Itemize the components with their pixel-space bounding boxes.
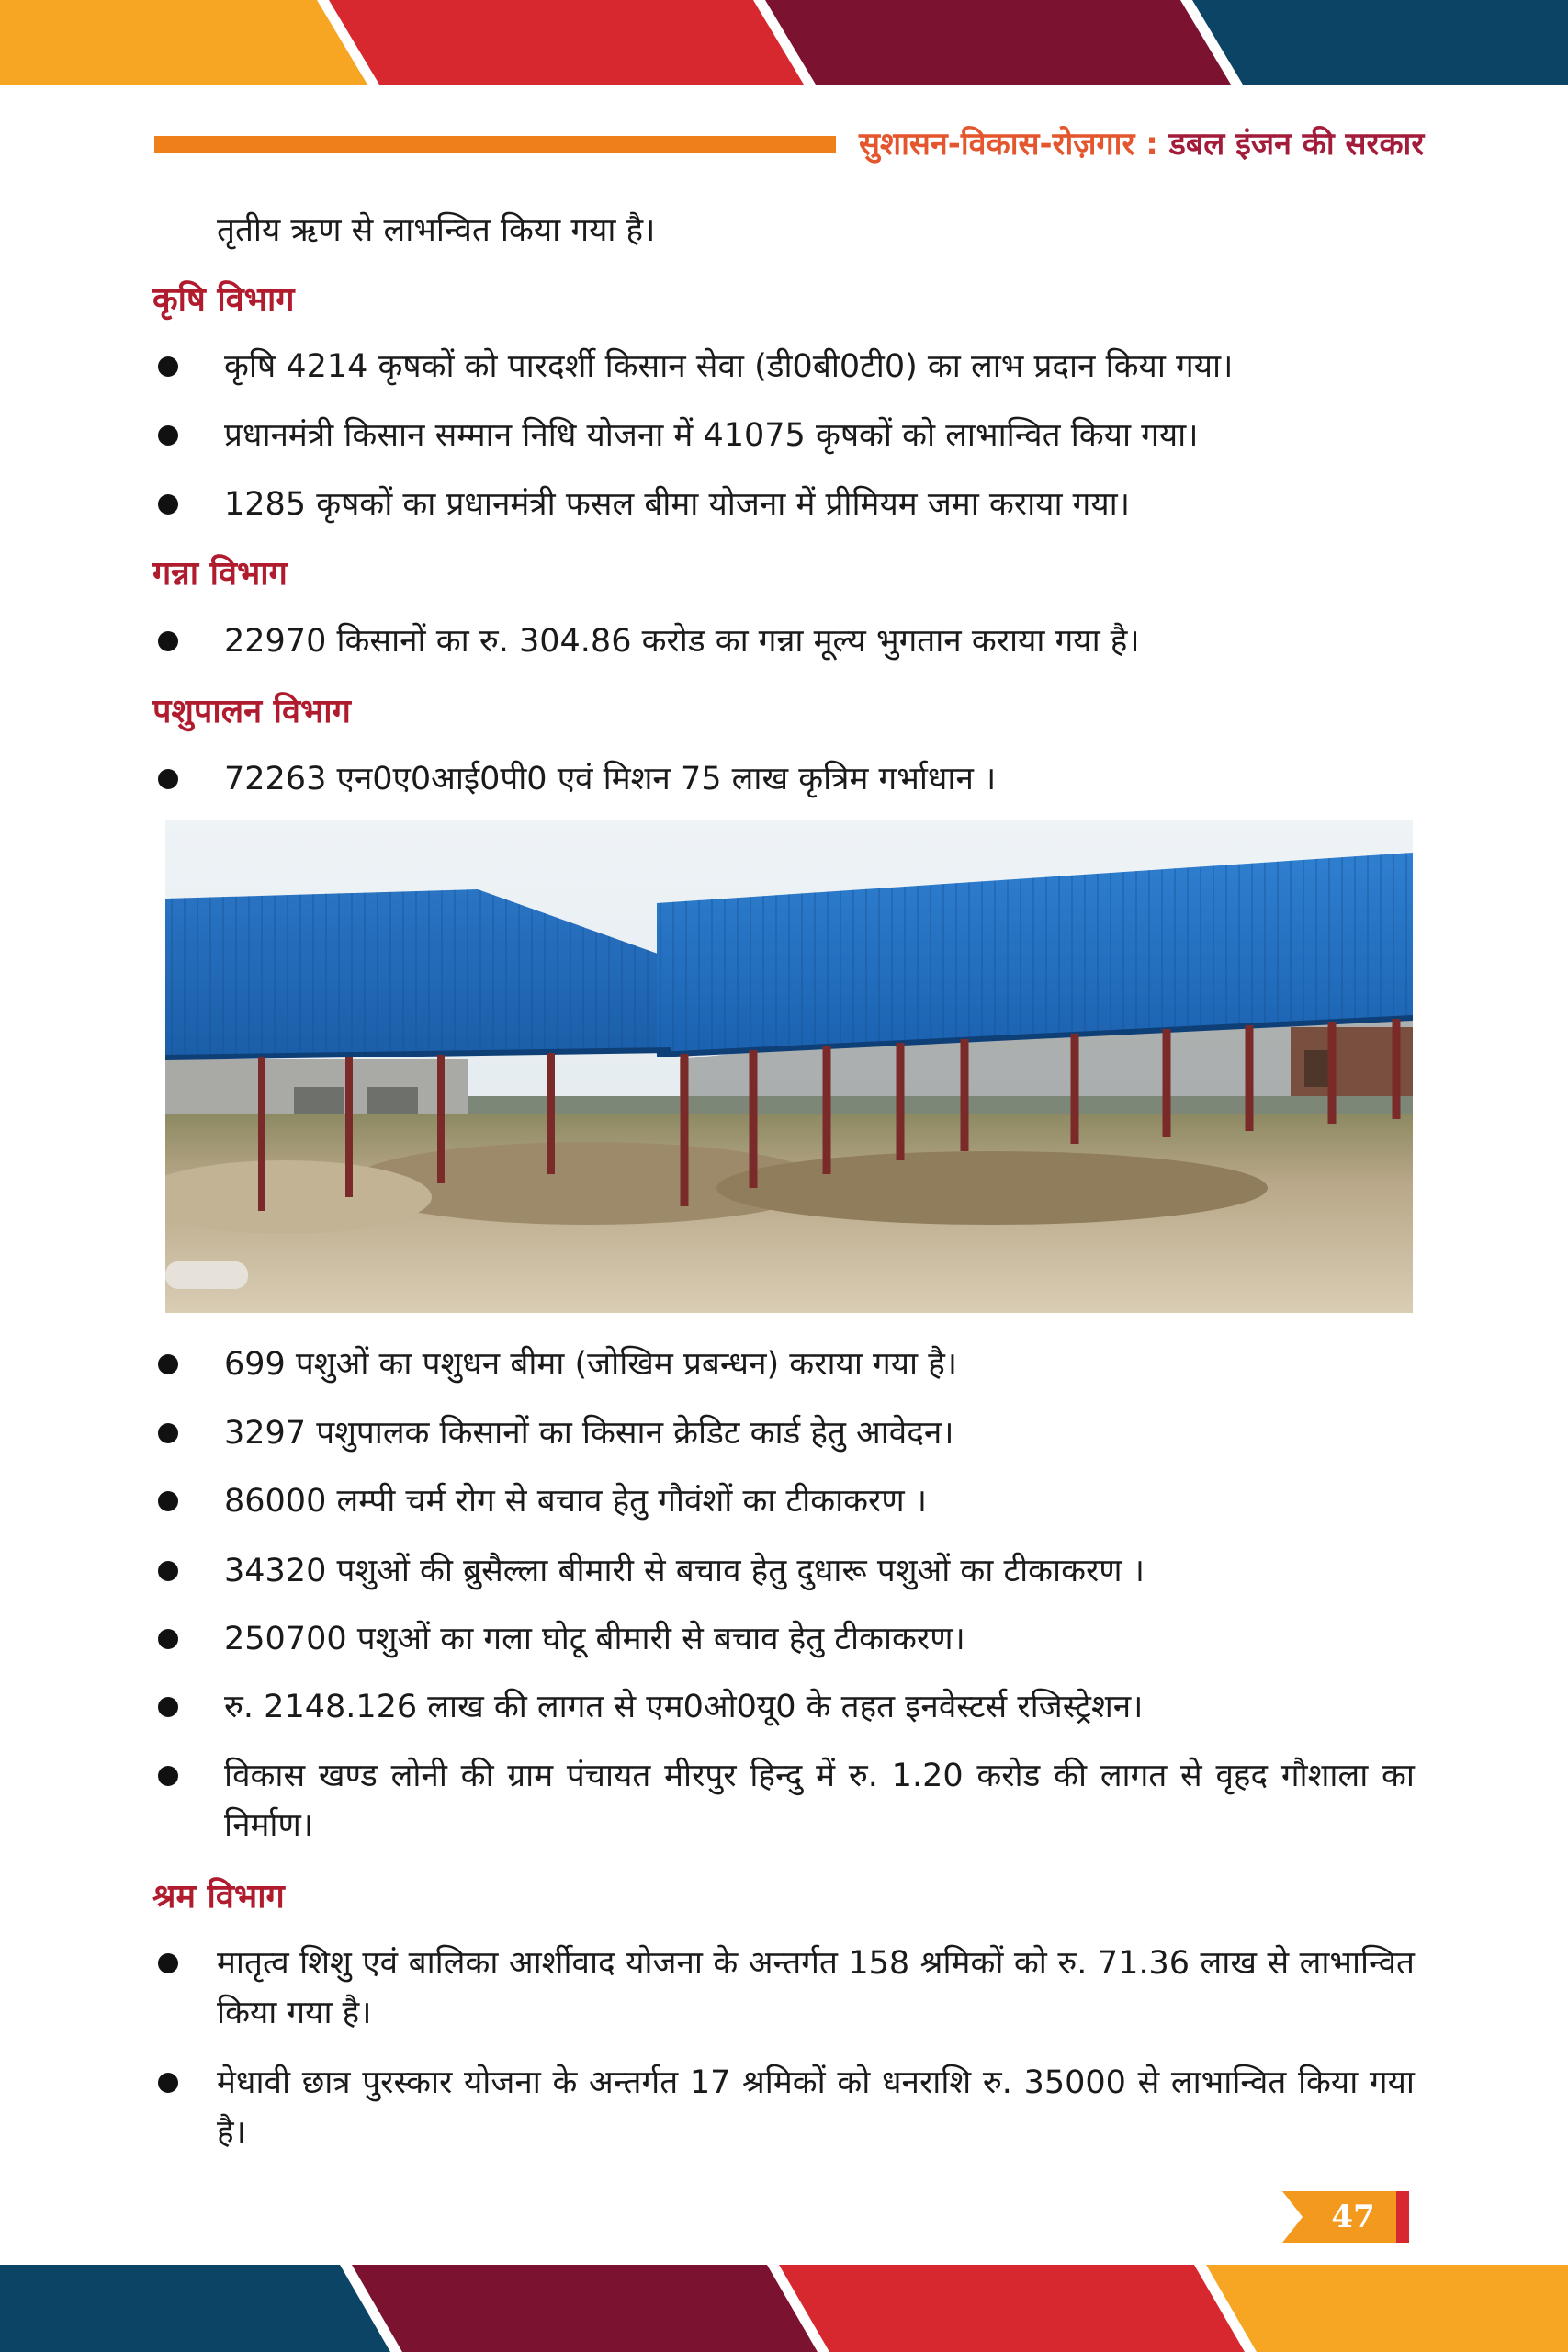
bullet	[158, 1766, 178, 1786]
list-item: 3297 पशुपालक किसानों का किसान क्रेडिट कार्ड हेतु आवेदन।	[224, 1415, 954, 1452]
page-number: 47	[1331, 2199, 1375, 2235]
list-item: 34320 पशुओं की ब्रुसैल्ला बीमारी से बचाव हेतु दुधारू पशुओं का टीकाकरण ।	[224, 1553, 1145, 1589]
band-red	[779, 2265, 1245, 2352]
bottom-decorative-band	[0, 2265, 1568, 2352]
list-item: 1285 कृषकों का प्रधानमंत्री फसल बीमा योजना में प्रीमियम जमा कराया गया।	[224, 486, 1131, 523]
bullet	[158, 494, 178, 514]
band-yellow	[0, 0, 367, 85]
bullet	[158, 631, 178, 651]
header-title-part1: सुशासन-विकास-रोज़गार :	[859, 126, 1169, 163]
bullet	[158, 356, 178, 377]
section-heading-animal-husbandry: पशुपालन विभाग	[152, 693, 351, 730]
bullet	[158, 425, 178, 446]
bullet	[158, 1561, 178, 1581]
section-heading-agriculture: कृषि विभाग	[152, 281, 295, 319]
list-item: प्रधानमंत्री किसान सम्मान निधि योजना में 41075 कृषकों को लाभान्वित किया गया।	[224, 417, 1199, 454]
band-navy	[0, 2265, 390, 2352]
bullet	[158, 1491, 178, 1511]
band-maroon	[765, 0, 1231, 85]
band-maroon	[352, 2265, 818, 2352]
bullet	[158, 1697, 178, 1717]
section-heading-sugarcane: गन्ना विभाग	[152, 555, 288, 593]
bullet	[158, 769, 178, 789]
list-item: 699 पशुओं का पशुधन बीमा (जोखिम प्रबन्धन) कराया गया है।	[224, 1346, 958, 1383]
bullet	[158, 1953, 178, 1973]
bullet	[158, 1423, 178, 1443]
header-title-part2: डबल इंजन की सरकार	[1168, 126, 1425, 163]
list-item: 86000 लम्पी चर्म रोग से बचाव हेतु गौवंशों का टीकाकरण ।	[224, 1483, 928, 1520]
band-yellow	[1206, 2265, 1568, 2352]
list-item: मेधावी छात्र पुरस्कार योजना के अन्तर्गत 17 श्रमिकों को धनराशि रु. 35000 से लाभान्वित किया गया है।	[217, 2064, 1415, 2151]
list-item: 22970 किसानों का रु. 304.86 करोड का गन्ना मूल्य भुगतान कराया गया है।	[224, 623, 1140, 660]
cattle-shed-photo	[165, 820, 1413, 1313]
band-navy	[1192, 0, 1568, 85]
list-item: 250700 पशुओं का गला घोटू बीमारी से बचाव हेतु टीकाकरण।	[224, 1621, 965, 1657]
intro-line: तृतीय ऋण से लाभन्वित किया गया है।	[217, 212, 656, 249]
list-item: विकास खण्ड लोनी की ग्राम पंचायत मीरपुर हिन्दु में रु. 1.20 करोड की लागत से वृहद गौशाला का निर्माण।	[224, 1758, 1415, 1844]
band-red	[329, 0, 804, 85]
bullet	[158, 1629, 178, 1649]
bullet	[158, 2073, 178, 2093]
section-heading-labour: श्रम विभाग	[152, 1878, 285, 1916]
list-item: 72263 एन0ए0आई0पी0 एवं मिशन 75 लाख कृत्रिम गर्भाधान ।	[224, 761, 997, 797]
header-rule	[154, 136, 836, 153]
list-item: कृषि 4214 कृषकों को पारदर्शी किसान सेवा (डी0बी0टी0) का लाभ प्रदान किया गया।	[224, 348, 1234, 385]
list-item: मातृत्व शिशु एवं बालिका आर्शीवाद योजना के अन्तर्गत 158 श्रमिकों को रु. 71.36 लाख से लाभान्वित किया गया है।	[217, 1945, 1415, 2031]
bullet	[158, 1354, 178, 1374]
list-item: रु. 2148.126 लाख की लागत से एम0ओ0यू0 के तहत इनवेस्टर्स रजिस्ट्रेशन।	[224, 1689, 1144, 1725]
header-title	[859, 121, 1424, 164]
top-decorative-band	[0, 0, 1568, 85]
